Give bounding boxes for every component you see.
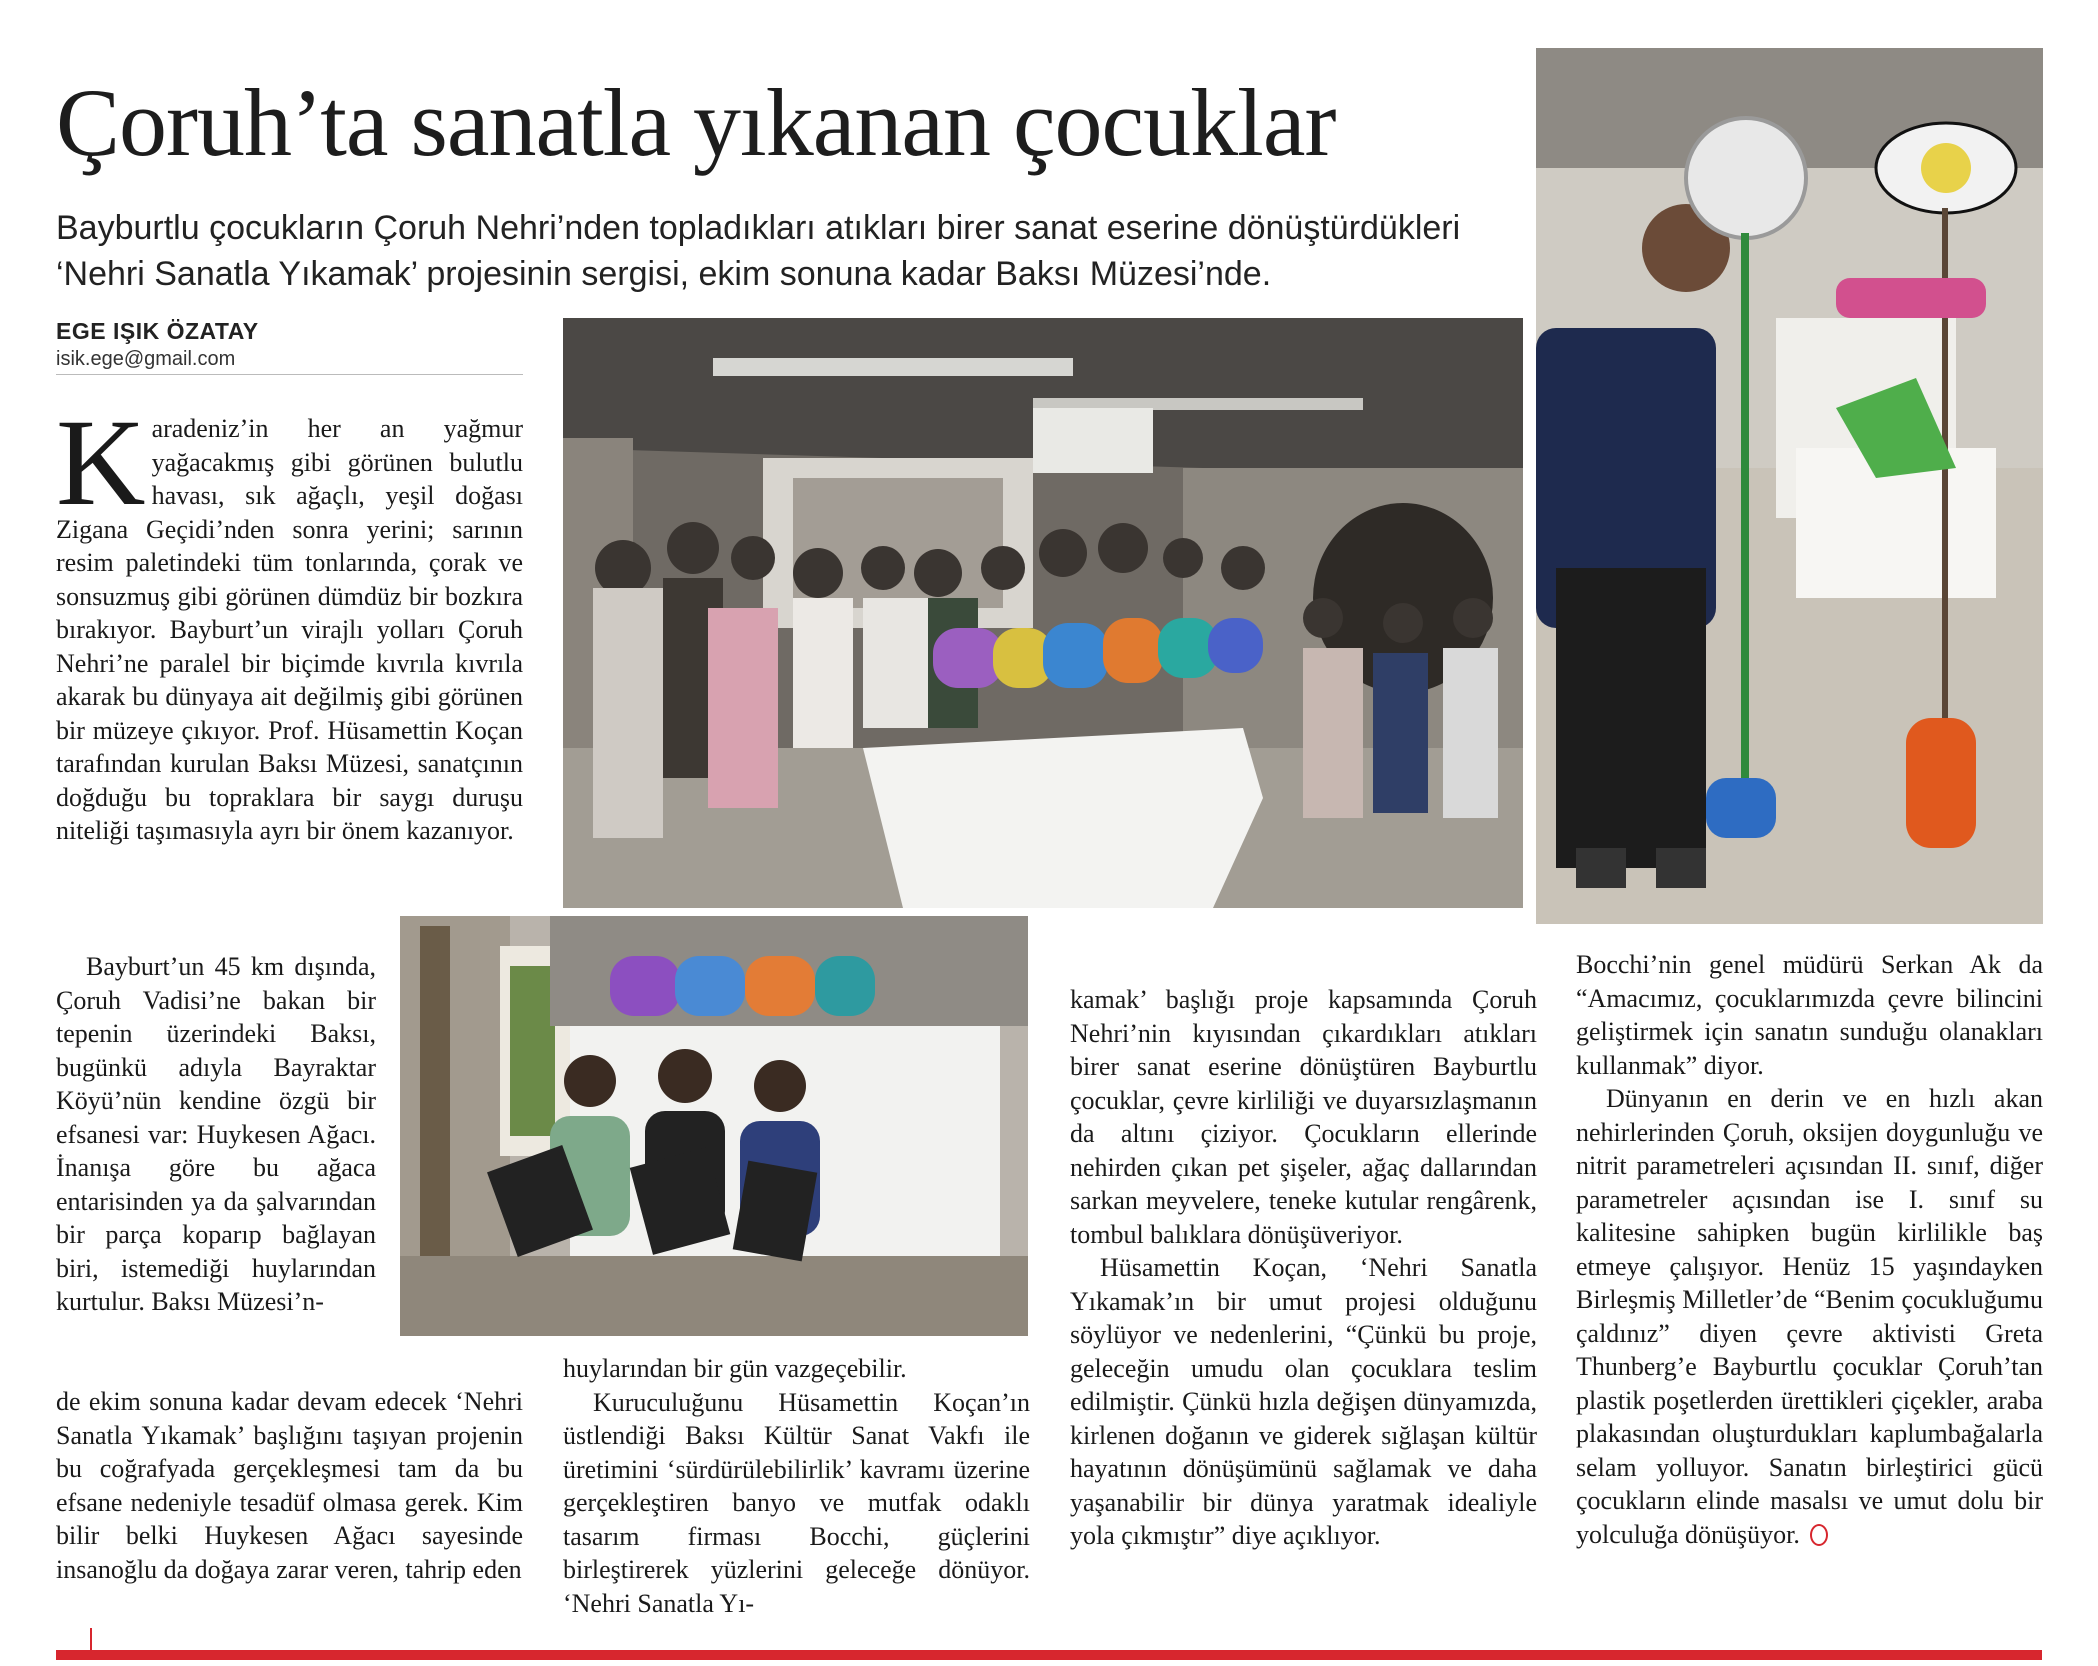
col2-paragraph-1: huylarından bir gün vazgeçebilir.	[563, 1354, 907, 1383]
headline: Çoruh’ta sanatla yıkanan çocuklar	[56, 69, 1336, 176]
col1-paragraph-1: aradeniz’in her an yağmur yağacakmış gibi görünen bulutlu havası, sık ağaçlı, yeşil doğası Zigana Geçidi’nden sonra yerini; sarının resim paletindeki tüm tonlarında, çorak ve sonsuzmuş gibi görünen dümdüz bir bozkıra bırakıyor. Bayburt’un virajlı yolları Çoruh Nehri’ne paralel bir biçimde kıvrıla kıvrıla akarak bu dünyaya ait değilmiş gibi görünen bir müzeye çıkıyor. Prof. Hüsamettin Koçan tarafından kurulan Baksı Müzesi, sanatçının doğduğu bu topraklara bir saygı duruşu niteliği taşımasıyla ayrı bir önem kazanıyor.	[56, 414, 523, 845]
drop-cap: K	[56, 394, 146, 531]
col4-paragraph-1: Bocchi’nin genel müdürü Serkan Ak da “Amacımız, çocuklarımızda çevre bilincini geliştirmek için sanatın sunduğu olanakları kullanmak” diyor.	[1576, 950, 2043, 1080]
column-1	[56, 394, 523, 848]
bottom-accent-tick	[90, 1628, 92, 1650]
column-1-narrow	[56, 950, 376, 1319]
col3-paragraph-1: kamak’ başlığı proje kapsamında Çoruh Nehri’nin kıyısından çıkardıkları atıkları birer sanat eserine dönüştüren Bayburtlu çocuklar, çevre kirliliği ve duyarsızlaşmanın da altını çiziyor. Çocukların ellerinde nehirden çıkan pet şişeler, ağaç dallarından sarkan meyvelere, teneke kutular rengârenk, tombul balıklara dönüşüveriyor.	[1070, 985, 1537, 1249]
bottom-accent-rule	[56, 1650, 2042, 1660]
byline-divider	[56, 374, 523, 375]
column-3	[1070, 983, 1537, 1553]
col2-paragraph-2: Kuruculuğunu Hüsamettin Koçan’ın üstlendiği Baksı Kültür Sanat Vakfı ile üretimini ‘sürdürülebilirlik’ kavramı üzerine gerçekleştiren banyo ve mutfak odaklı tasarım firması Bocchi, güçlerini birleştirerek yüzlerini geleceğe dönüyor. ‘Nehri Sanatla Yı-	[563, 1387, 1030, 1618]
byline-author: EGE IŞIK ÖZATAY	[56, 318, 259, 344]
col3-paragraph-2: Hüsamettin Koçan, ‘Nehri Sanatla Yıkamak’ın bir umut projesi olduğunu söylüyor ve nedenlerini, “Çünkü bu proje, geleceğin umudu olan çocuklara teslim edilmiştir. Çünkü hızla değişen dünyamızda, kirlenen doğanın ve giderek sığlaşan kültür hayatının dönüşümünü sağlamak ve daha yaşanabilir bir dünya yaratmak idealiyle yola çıkmıştır” diye açıklıyor.	[1070, 1253, 1537, 1550]
spot-text: Bayburtlu çocukların Çoruh Nehri’nden topladıkları atıkları birer sanat eserine dönüştürdükleri ‘Nehri Sanatla Yıkamak’ projesinin sergisi, ekim sonuna kadar Baksı Müzesi’nde.	[56, 209, 1461, 293]
photo-boy-with-sculpture	[1536, 48, 2043, 924]
article-end-mark-icon	[1810, 1524, 1828, 1546]
col4-paragraph-2: Dünyanın en derin ve en hızlı akan nehirlerinden Çoruh, oksijen doygunluğu ve nitrit parametreleri açısından II. sınıf, diğer parametreler açısından ise I. sınıf su kalitesine sahipken bugün kirlilikle baş etmeye çalışıyor. Henüz 15 yaşındayken Birleşmiş Milletler’de “Benim çocukluğumu çaldınız” diyen çevre aktivisti Greta Thunberg’e Bayburtlu çocuklar Çoruh’tan plastik poşetlerden ürettikleri çiçekler, araba plakasından oluşturdukları kaplumbağalarla selam yolluyor. Sanatın birleştirici gücü çocukların elinde masalsı ve umut dolu bir yolculuğa dönüşüyor.	[1576, 1084, 2043, 1549]
byline-email: isik.ege@gmail.com	[56, 348, 236, 370]
col1-paragraph-2b: de ekim sonuna kadar devam edecek ‘Nehri Sanatla Yıkamak’ başlığını taşıyan projenin bu coğrafyada gerçekleşmesi tam da bu efsane nedeniyle tesadüf olmasa gerek. Kim bilir belki Huykesen Ağacı sayesinde insanoğlu da doğaya zarar veren, tahrip eden	[56, 1387, 523, 1584]
column-4	[1576, 948, 2043, 1551]
photo-three-girls	[400, 916, 1028, 1336]
column-2	[563, 1352, 1030, 1620]
column-1-lower	[56, 1385, 523, 1586]
photo-group-exhibition	[563, 318, 1523, 908]
col1-paragraph-2a: Bayburt’un 45 km dışında, Çoruh Vadisi’ne bakan bir tepenin üzerindeki Baksı, bugünkü adıyla Bayraktar Köyü’nün kendine özgü bir efsanesi var: Huykesen Ağacı. İnanışa göre bu ağaca entarisinden ya da şalvarından bir parça koparıp bağlayan biri, istemediği huylarından kurtulur. Baksı Müzesi’n-	[56, 952, 376, 1316]
